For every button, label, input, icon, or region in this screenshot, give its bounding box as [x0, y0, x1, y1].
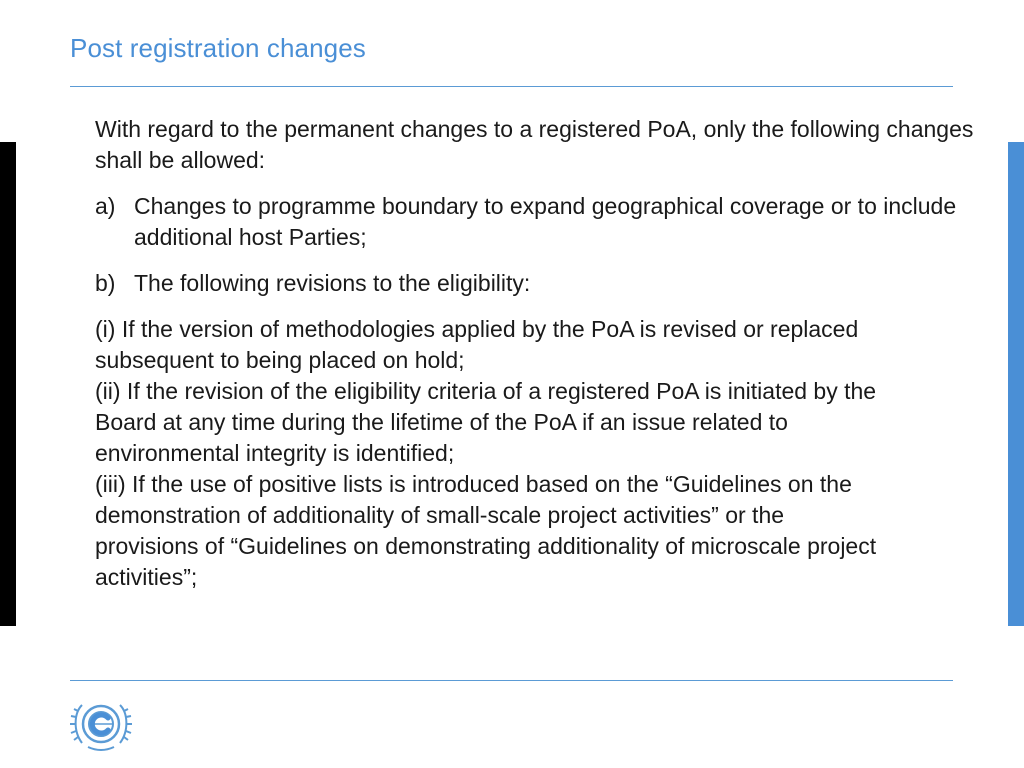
intro-paragraph: With regard to the permanent changes to a registered PoA, only the following changes shall be allowed: [95, 116, 974, 173]
unfccc-logo-icon [68, 697, 134, 753]
left-accent-bar [0, 142, 16, 626]
list-marker: a) [95, 193, 116, 219]
sub-item-ii: (ii) If the revision of the eligibility criteria of a registered PoA is initiated by the Board at any time during the lifetime of the PoA if an issue related to environmental integrity is identified; [95, 378, 877, 466]
bottom-divider [70, 680, 953, 681]
slide-title: Post registration changes [70, 33, 366, 63]
list-item-a [95, 191, 975, 253]
slide-body [95, 114, 975, 593]
list-item-text: The following revisions to the eligibility: [134, 270, 531, 296]
list-item-b [95, 268, 975, 299]
right-accent-bar [1008, 142, 1024, 626]
list-marker: b) [95, 270, 116, 296]
sub-item-iii: (iii) If the use of positive lists is introduced based on the “Guidelines on the demonstration of additionality of small-scale project activities” or the provisions of “Guidelines on demonstrating additionality of microscale project activities”; [95, 471, 877, 590]
top-divider [70, 86, 953, 87]
list-item-text: Changes to programme boundary to expand geographical coverage or to include additional host Parties; [134, 193, 957, 250]
sub-item-i: (i) If the version of methodologies applied by the PoA is revised or replaced subsequent to being placed on hold; [95, 316, 859, 373]
